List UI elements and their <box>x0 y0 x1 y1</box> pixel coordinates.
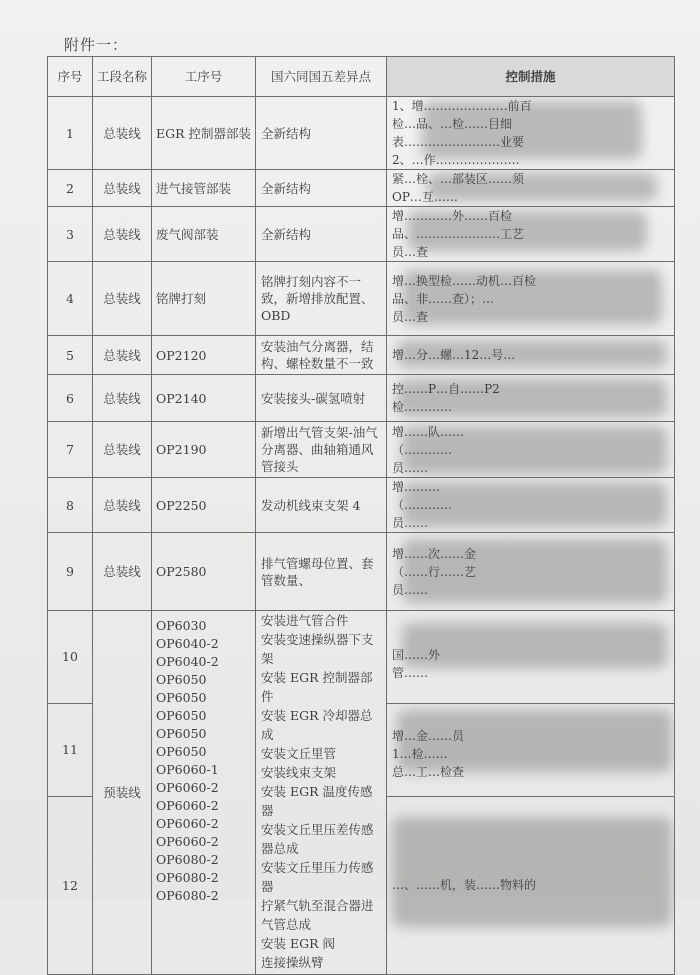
row-control-measures: 紧…栓、…部装区……须 OP…互…… <box>387 170 675 207</box>
row-process: OP2120 <box>152 336 256 375</box>
attachment-heading: 附件一： <box>64 36 129 54</box>
row-process: EGR 控制器部装 <box>152 97 256 170</box>
row-difference: 全新结构 <box>256 170 387 207</box>
table-row <box>48 375 675 422</box>
process-difference-table <box>47 56 675 975</box>
row-no: 6 <box>48 375 93 422</box>
table-row <box>48 207 675 262</box>
row-no: 12 <box>48 796 93 974</box>
row-process: 废气阀部装 <box>152 207 256 262</box>
table-row <box>48 422 675 478</box>
row-no: 11 <box>48 703 93 796</box>
table-row <box>48 611 675 704</box>
row-process: OP2580 <box>152 533 256 611</box>
row-no: 9 <box>48 533 93 611</box>
row-no: 3 <box>48 207 93 262</box>
table-row <box>48 170 675 207</box>
row-difference: 铭牌打刻内容不一致，新增排放配置、OBD <box>256 262 387 336</box>
row-difference: 安装接头-碳氢喷射 <box>256 375 387 422</box>
row-difference: 全新结构 <box>256 207 387 262</box>
row-section: 总装线 <box>93 533 152 611</box>
row-section: 总装线 <box>93 478 152 533</box>
table-row <box>48 336 675 375</box>
table-row <box>48 478 675 533</box>
difference-list-cell: 安装进气管合件 安装变速操纵器下支 架 安装 EGR 控制器部件 安装 EGR 冷却器总成 安装文丘里管 安装线束支架 安装 EGR 温度传感器 安装文丘里压差传感 器总成 安装文丘里压力传感 器 拧紧气轨至混合器进 气管总成 安装 EGR 阀 连接操纵臂 <box>256 611 387 975</box>
row-no: 7 <box>48 422 93 478</box>
row-process: OP2140 <box>152 375 256 422</box>
row-section-pre-assembly: 预装线 <box>93 611 152 975</box>
redaction-blur <box>392 817 672 927</box>
row-difference: 发动机线束支架 4 <box>256 478 387 533</box>
row-control-measures: 增……次……金 （……行……艺 员…… <box>387 533 675 611</box>
row-process: OP2190 <box>152 422 256 478</box>
row-no: 2 <box>48 170 93 207</box>
row-control-measures: …、……机，装……物料的 <box>387 796 675 974</box>
row-section: 总装线 <box>93 422 152 478</box>
row-section: 总装线 <box>93 375 152 422</box>
table-row <box>48 262 675 336</box>
row-control-measures: 增…换型检……动机…百检 品、非……查）；… 员…查 <box>387 262 675 336</box>
table-header-row <box>48 57 675 97</box>
row-section: 总装线 <box>93 207 152 262</box>
row-no: 4 <box>48 262 93 336</box>
row-control-measures: 增…………外……百检 品、…………………工艺 员…查 <box>387 207 675 262</box>
table-row <box>48 533 675 611</box>
row-section: 总装线 <box>93 336 152 375</box>
row-section: 总装线 <box>93 170 152 207</box>
table-row <box>48 97 675 170</box>
row-difference: 全新结构 <box>256 97 387 170</box>
row-control-measures: 国……外 管…… <box>387 611 675 704</box>
row-difference: 安装油气分离器，结构、螺栓数量不一致 <box>256 336 387 375</box>
col-header-control-measures: 控制措施 <box>387 57 675 97</box>
row-no: 5 <box>48 336 93 375</box>
row-no: 10 <box>48 611 93 704</box>
row-control-measures: 增…金……员 1…检…… 总…工…检查 <box>387 703 675 796</box>
col-header-no: 序号 <box>48 57 93 97</box>
row-section: 总装线 <box>93 262 152 336</box>
col-header-difference: 国六同国五差异点 <box>256 57 387 97</box>
row-control-measures: 增……… （………… 员…… <box>387 478 675 533</box>
row-difference: 新增出气管支架-油气分离器、曲轴箱通风管接头 <box>256 422 387 478</box>
row-control-measures: 增…分…螺…12…号… <box>387 336 675 375</box>
row-control-measures: 1、增…………………前百 检…品、…检……目细 表……………………业要 2、…作………………… <box>387 97 675 170</box>
row-control-measures: 增……队…… （………… 员…… <box>387 422 675 478</box>
row-no: 8 <box>48 478 93 533</box>
row-control-measures: 控……P…自……P2 检………… <box>387 375 675 422</box>
col-header-section: 工段名称 <box>93 57 152 97</box>
row-process: 进气接管部装 <box>152 170 256 207</box>
col-header-process: 工序号 <box>152 57 256 97</box>
row-no: 1 <box>48 97 93 170</box>
row-section: 总装线 <box>93 97 152 170</box>
op-list-cell: OP6030 OP6040-2 OP6040-2 OP6050 OP6050 OP6050 OP6050 OP6050 OP6060-1 OP6060-2 OP6060-2 OP6060-2 OP6060-2 OP6080-2 OP6080-2 OP6080-2 <box>152 611 256 975</box>
row-process: 铭牌打刻 <box>152 262 256 336</box>
row-difference: 排气管螺母位置、套管数量、 <box>256 533 387 611</box>
row-process: OP2250 <box>152 478 256 533</box>
